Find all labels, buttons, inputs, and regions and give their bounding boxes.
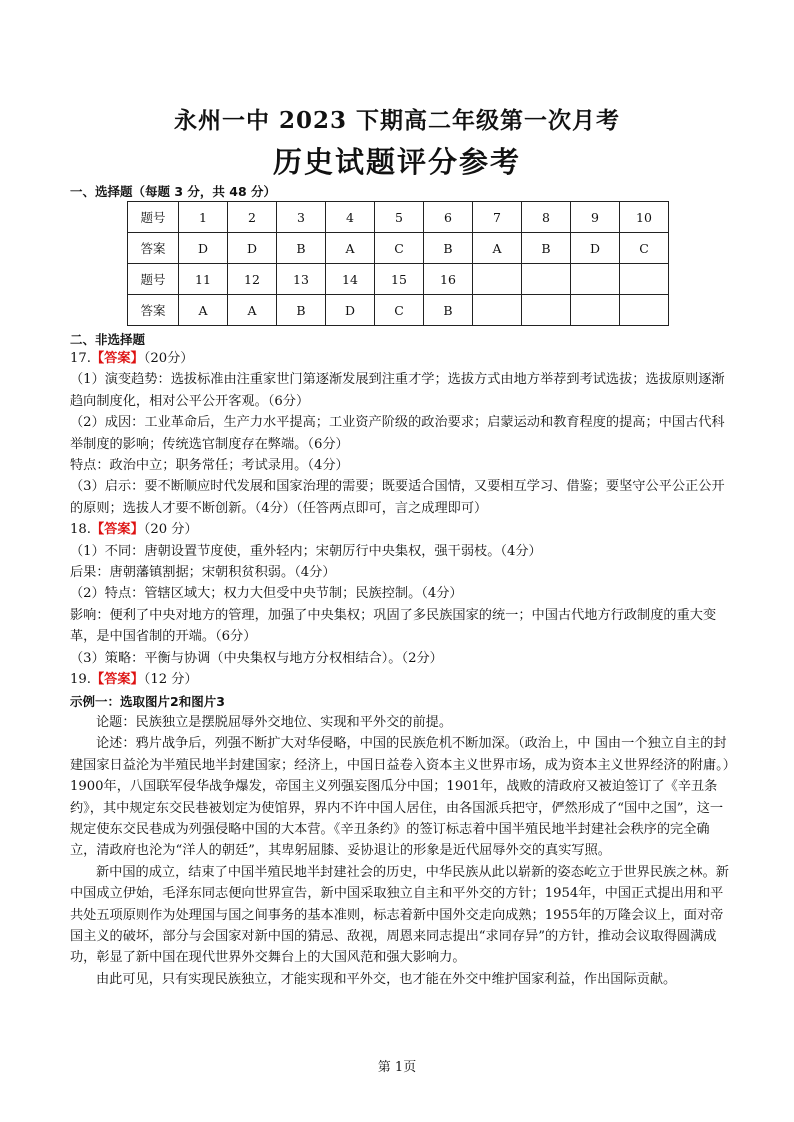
table-cell: B — [522, 233, 571, 264]
table-cell — [571, 295, 620, 326]
table-row — [128, 233, 669, 264]
table-cell: B — [424, 233, 473, 264]
example-label: 示例一：选取图片2和图片3 — [70, 693, 225, 709]
question-score: （20分） — [143, 351, 194, 366]
table-cell — [620, 295, 669, 326]
answer-line: 特点：政治中立；职务常任；考试录用。（4分） — [70, 458, 349, 474]
table-cell: 15 — [375, 264, 424, 295]
table-cell: 10 — [620, 202, 669, 233]
question-score: （12 分） — [143, 672, 198, 688]
table-row — [128, 264, 669, 295]
table-cell — [620, 264, 669, 295]
answer-line: （1）演变趋势：选拔标准由注重家世门第逐渐发展到注重才学；选拔方式由地方举荐到考试选拔；选拔原则逐渐趋向制度化，相对公平公开客观。（6分） — [70, 372, 725, 409]
table-cell — [473, 264, 522, 295]
answer-tag: 【答案】 — [90, 672, 144, 688]
question-number: 18. — [70, 522, 91, 538]
table-cell — [473, 295, 522, 326]
table-cell: 16 — [424, 264, 473, 295]
table-cell: 题号 — [128, 202, 179, 233]
essay-paragraph: 由此可见，只有实现民族独立，才能实现和平外交，也才能在外交中维护国家利益，作出国际贡献。 — [96, 971, 677, 987]
table-cell: 8 — [522, 202, 571, 233]
essay-paragraph: 新中国的成立，结束了中国半殖民地半封建社会的历史，中华民族从此以崭新的姿态屹立于世界民族之林。新中国成立伊始，毛泽东同志便向世界宣告，新中国采取独立自主和平外交的方针；1954年，中国正式提出用和平共处五项原则作为处理国与国之间事务的基本准则，标志着新中国外交走向成熟；1955年的万隆会议上，面对帝国主义的破坏，部分与会国家对新中国的猜忌、敌视，周恩来同志提出“求同存异”的方针，推动会议取得圆满成功，彰显了新中国在现代世界外交舞台上的大国风范和强大影响力。 — [70, 864, 729, 966]
table-cell: 答案 — [128, 233, 179, 264]
question-number: 17. — [70, 351, 91, 366]
table-cell: 6 — [424, 202, 473, 233]
table-cell: 1 — [179, 202, 228, 233]
table-cell: 7 — [473, 202, 522, 233]
table-cell — [522, 295, 571, 326]
answer-line: 后果：唐朝藩镇割据；宋朝积贫积弱。（4分） — [70, 565, 336, 581]
table-cell: 9 — [571, 202, 620, 233]
table-cell: 5 — [375, 202, 424, 233]
answers-body — [70, 348, 730, 990]
table-cell: C — [620, 233, 669, 264]
table-cell: A — [228, 295, 277, 326]
table-cell: C — [375, 295, 424, 326]
table-cell: D — [326, 295, 375, 326]
table-row — [128, 295, 669, 326]
table-cell: B — [277, 233, 326, 264]
answer-line: （2）成因：工业革命后，生产力水平提高；工业资产阶级的政治要求；启蒙运动和教育程度的提高；中国古代科举制度的影响；传统选官制度存在弊端。（6分） — [70, 415, 725, 452]
table-cell: 2 — [228, 202, 277, 233]
exam-title: 永州一中 2023 下期高二年级第一次月考 — [173, 107, 621, 134]
table-cell: 题号 — [128, 264, 179, 295]
section1-heading: 一、选择题（每题 3 分，共 48 分） — [70, 184, 277, 199]
table-cell: A — [473, 233, 522, 264]
table-cell: B — [277, 295, 326, 326]
answer-table — [127, 201, 669, 326]
table-cell: A — [179, 295, 228, 326]
question-score: （20 分） — [143, 522, 198, 538]
table-cell: 12 — [228, 264, 277, 295]
table-cell: 答案 — [128, 295, 179, 326]
table-cell: 4 — [326, 202, 375, 233]
essay-paragraph: 论述：鸦片战争后，列强不断扩大对华侵略，中国的民族危机不断加深。（政治上，中 国由一个独立自主的封建国家日益沦为半殖民地半封建国家；经济上，中国日益卷入资本主义世界市场，成为资本主义世界经济的附庸。）1900年，八国联军侵华战争爆发，帝国主义列强妄图瓜分中国；1901年，战败的清政府又被迫签订了《辛丑条约》，其中规定东交民巷被划定为使馆界，界内不许中国人居住，由各国派兵把守，俨然形成了“国中之国”，这一规定使东交民巷成为列强侵略中国的大本营。《辛丑条约》的签订标志着中国半殖民地半封建社会秩序的完全确立，清政府也沦为“洋人的朝廷”，其卑躬屈膝、妥协退让的形象是近代屈辱外交的真实写照。 — [70, 736, 730, 859]
q19-header — [70, 669, 730, 690]
table-cell: A — [326, 233, 375, 264]
essay-paragraph: 论题：民族独立是摆脱屈辱外交地位、实现和平外交的前提。 — [96, 714, 453, 730]
table-row — [128, 202, 669, 233]
question-number: 19. — [70, 672, 91, 688]
answer-tag: 【答案】 — [90, 351, 144, 366]
section2-heading: 二、非选择题 — [70, 332, 146, 347]
table-cell: B — [424, 295, 473, 326]
table-cell: C — [375, 233, 424, 264]
q18-header — [70, 519, 730, 540]
answer-line: （1）不同：唐朝设置节度使，重外轻内；宋朝厉行中央集权，强干弱枝。（4分） — [70, 543, 542, 559]
answer-tag: 【答案】 — [90, 522, 144, 538]
answer-line: （2）特点：管辖区域大；权力大但受中央节制；民族控制。（4分） — [70, 586, 463, 602]
answer-line: （3）策略：平衡与协调（中央集权与地方分权相结合）。（2分） — [70, 650, 443, 666]
table-cell: D — [571, 233, 620, 264]
table-cell: 3 — [277, 202, 326, 233]
page-number: 第 1页 — [377, 1060, 417, 1075]
table-cell: 11 — [179, 264, 228, 295]
table-cell: 14 — [326, 264, 375, 295]
answer-line: （3）启示：要不断顺应时代发展和国家治理的需要；既要适合国情，又要相互学习、借鉴；要坚守公平公正公开的原则；选拔人才要不断创新。（4分）（任答两点即可，言之成理即可） — [70, 479, 725, 516]
table-cell — [571, 264, 620, 295]
q17-header — [70, 348, 730, 369]
table-cell — [522, 264, 571, 295]
table-cell: D — [179, 233, 228, 264]
exam-subtitle: 历史试题评分参考 — [272, 145, 521, 179]
answer-line: 影响：便利了中央对地方的管理，加强了中央集权；巩固了多民族国家的统一；中国古代地方行政制度的重大变革，是中国省制的开端。（6分） — [70, 607, 717, 645]
table-cell: D — [228, 233, 277, 264]
table-cell: 13 — [277, 264, 326, 295]
